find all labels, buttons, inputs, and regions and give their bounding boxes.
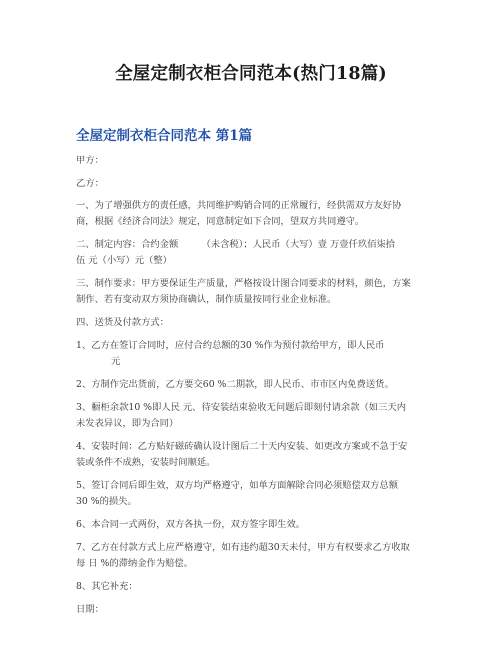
item-8-line: 8、其它补充： <box>76 581 138 592</box>
item-3-line-2: 未发表异议，即为合同） <box>76 418 179 429</box>
party-a-line: 甲方： <box>76 155 104 166</box>
item-1-line-1: 1、乙方在签订合同时，应付合约总额的30 %作为预付款给甲方，即人民币 <box>76 340 385 351</box>
item-5-line-1: 5、签订合同后即生效，双方均严格遵守，如单方面解除合同必须赔偿双方总额 <box>76 480 399 491</box>
clause-1-line-1: 一、为了增强供方的责任感，共同维护购销合同的正常履行，经供需双方友好协 <box>76 200 402 211</box>
clause-2-line-2: 伍 元（小写）元（整） <box>76 255 172 266</box>
item-4-line-1: 4、安装时间：乙方贴好磁砖确认设计图后二十天内安装、如更改方案或不急于安 <box>76 441 408 452</box>
item-1-line-2: 元 <box>111 356 121 367</box>
item-6-line: 6、本合同一式两份，双方各执一份，双方签字即生效。 <box>76 519 306 530</box>
clause-2-line-1: 二、制定内容：合约金额 （未含税）；人民币（大写）壹 万壹仟玖佰柒拾 <box>76 239 396 250</box>
item-5-line-2: 30 %的损失。 <box>76 496 137 507</box>
item-3-line-1: 3、橱柜余款10 %即人民 元、待安装结束验收无问题后即刻付请余款（如三天内 <box>76 402 406 413</box>
clause-4-heading: 四、送货及付款方式： <box>76 317 169 328</box>
clause-1-line-2: 商，根据《经济合同法》规定，同意制定如下合同，望双方共同遵守。 <box>76 216 365 227</box>
item-4-line-2: 装或条件不成熟，安装时间顺延。 <box>76 457 216 468</box>
clause-3-line-2: 制作、若有变动双方须协商确认，制作质量按同行业企业标准。 <box>76 294 337 305</box>
party-b-line: 乙方： <box>76 178 104 189</box>
item-7-line-2: 每 日 %的滞纳金作为赔偿。 <box>76 558 194 569</box>
item-2-line: 2、方制作完出货前，乙方要交60 %二期款，即人民币、市市区内免费送货。 <box>76 379 394 390</box>
date-line: 日期： <box>76 604 104 615</box>
clause-3-line-1: 三、制作要求：甲方要保证生产质量，严格按设计图合同要求的材料，颜色，方案 <box>76 278 411 289</box>
document-title: 全屋定制衣柜合同范本(热门18篇) <box>115 64 387 84</box>
section-title: 全屋定制衣柜合同范本 第1篇 <box>76 128 253 144</box>
item-7-line-1: 7、乙方在付款方式上应严格遵守，如有违约超30天未付，甲方有权要求乙方收取 <box>76 542 410 553</box>
